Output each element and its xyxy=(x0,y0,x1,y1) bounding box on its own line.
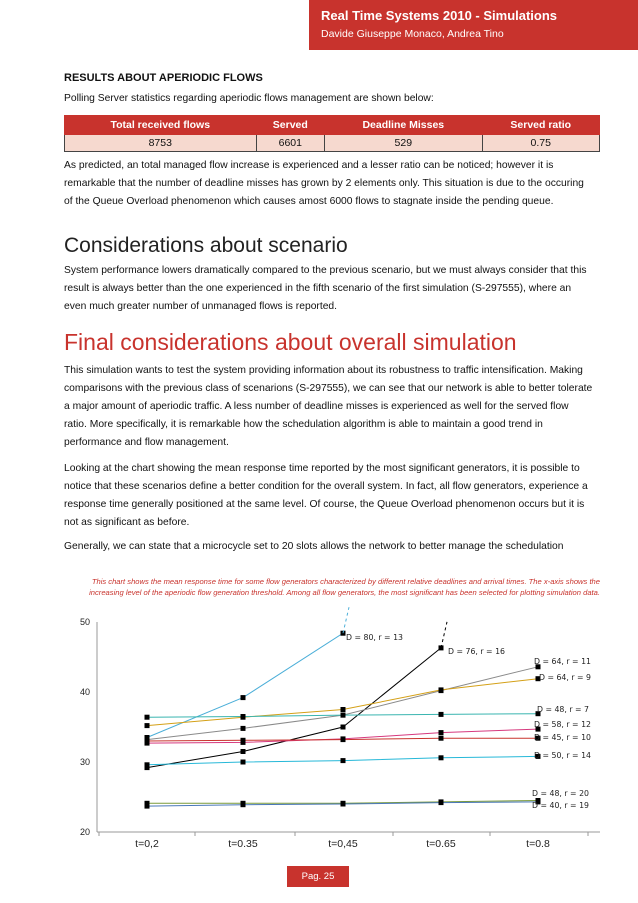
paragraph-final-2: Looking at the chart showing the mean response time reported by the most significant generators, it is possible to notice that these scenarios define a better condition for the overall system. In fact, all flow generators, experience a response time generally positioned at the same level. Of course, the Queue Overload phenomenon occurs but it is not as significant as before. xyxy=(64,463,588,528)
data-point xyxy=(241,726,246,731)
table-cell: 529 xyxy=(325,135,482,152)
table-header-cell: Deadline Misses xyxy=(325,116,482,135)
y-tick-label: 40 xyxy=(80,687,91,697)
section-intro: Polling Server statistics regarding aperiodic flows management are shown below: xyxy=(64,93,434,104)
data-point xyxy=(439,755,444,760)
series-line xyxy=(147,648,441,768)
heading-final-considerations: Final considerations about overall simulation xyxy=(64,329,517,355)
series-label: D = 48, r = 20 xyxy=(532,789,589,798)
data-point xyxy=(341,713,346,718)
x-tick-label: t=0,2 xyxy=(135,838,159,850)
data-point xyxy=(241,695,246,700)
series-label: D = 64, r = 11 xyxy=(534,657,591,666)
page-number: Pag. 25 xyxy=(287,866,349,887)
paragraph-final-1: This simulation wants to test the system providing information about its robustness to traffic intensification. Making comparisons with the previous class of scenarions (S-297555), we can see that our network is able to better tolerate a major amount of aperiodic traffic. A less number of deadline misses is experienced as well for the served flow ratio. More specifically, it is remarkable how the schedulation algorithm is able to maintain a good trend in performance and flow management. xyxy=(64,365,593,448)
data-point xyxy=(341,725,346,730)
table-cell: 6601 xyxy=(256,135,325,152)
data-point xyxy=(145,739,150,744)
series-label: D = 40, r = 19 xyxy=(532,801,589,810)
series-label: D = 64, r = 9 xyxy=(538,673,591,682)
data-point xyxy=(241,802,246,807)
series-line xyxy=(147,633,343,737)
data-point xyxy=(241,714,246,719)
document-authors: Davide Giuseppe Monaco, Andrea Tino xyxy=(321,28,504,40)
data-point xyxy=(145,723,150,728)
document-title: Real Time Systems 2010 - Simulations xyxy=(321,8,558,23)
series-continuation xyxy=(343,607,349,633)
data-point xyxy=(241,760,246,765)
data-point xyxy=(341,802,346,807)
series-label: D = 45, r = 10 xyxy=(534,733,591,742)
paragraph-scenario: System performance lowers dramatically compared to the previous scenario, but we must always consider that this result is always better than the one experienced in the fifth scenario of the first simulation (S-297555), where an even much greater number of unmanaged flows is reported. xyxy=(64,265,587,312)
series-label: D = 80, r = 13 xyxy=(346,633,403,642)
y-tick-label: 50 xyxy=(80,617,91,627)
data-point xyxy=(439,736,444,741)
table-header-cell: Served ratio xyxy=(482,116,599,135)
paragraph-final-3: Generally, we can state that a microcycle set to 20 slots allows the network to better manage the schedulation xyxy=(64,541,564,552)
series-label: D = 48, r = 7 xyxy=(536,705,589,714)
x-tick-label: t=0.65 xyxy=(426,838,456,850)
data-point xyxy=(439,712,444,717)
series-label: D = 50, r = 14 xyxy=(534,751,591,760)
data-point xyxy=(341,737,346,742)
paragraph-results: As predicted, an total managed flow increase is experienced and a lesser ratio can be noticed; however it is remarkable that the number of deadline misses has grown by 2 elements only. This situation is due to the occuring of the Queue Overload phenomenon which causes amost 6000 flows to stagnate inside the pending queue. xyxy=(64,160,584,207)
data-point xyxy=(439,800,444,805)
table-cell: 0.75 xyxy=(482,135,599,152)
data-point xyxy=(341,758,346,763)
x-tick-label: t=0.8 xyxy=(526,838,550,850)
series-label: D = 76, r = 16 xyxy=(448,647,505,656)
series-line xyxy=(147,679,538,726)
y-tick-label: 20 xyxy=(80,827,91,837)
series-label: D = 58, r = 12 xyxy=(534,720,591,729)
data-point xyxy=(145,804,150,809)
table-header-cell: Served xyxy=(256,116,325,135)
x-tick-label: t=0.35 xyxy=(228,838,258,850)
series-continuation xyxy=(441,622,447,648)
data-point xyxy=(341,707,346,712)
table-header-cell: Total received flows xyxy=(65,116,257,135)
data-point xyxy=(439,687,444,692)
table-cell: 8753 xyxy=(65,135,257,152)
chart-caption: This chart shows the mean response time for some flow generators characterized by different relative deadlines and arrival times. The x-axis shows the increasing level of the aperiodic flow generation threshold. Among all flow generators, the most significant has been selected for plotting simulation data. xyxy=(89,577,600,597)
data-point xyxy=(241,749,246,754)
data-point xyxy=(241,738,246,743)
data-point xyxy=(145,715,150,720)
y-tick-label: 30 xyxy=(80,757,91,767)
data-point xyxy=(145,762,150,767)
heading-considerations-scenario: Considerations about scenario xyxy=(64,234,348,257)
section-title: RESULTS ABOUT APERIODIC FLOWS xyxy=(64,72,263,84)
data-point xyxy=(439,730,444,735)
x-tick-label: t=0,45 xyxy=(328,838,358,850)
